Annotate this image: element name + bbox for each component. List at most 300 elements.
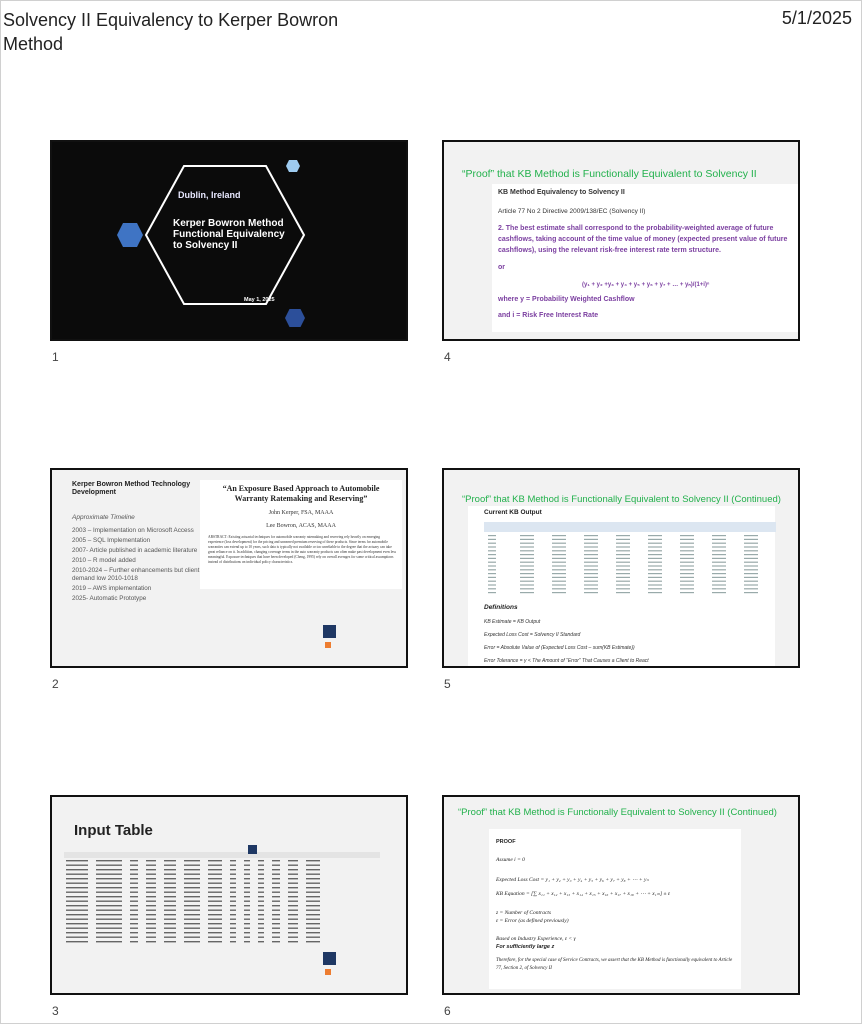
table-cell-placeholder [584,539,598,540]
table-cell-placeholder [616,573,630,574]
table-cell-placeholder [306,901,320,902]
table-cell-placeholder [488,584,496,585]
slide6-assume: Assume i = 0 [496,857,525,863]
table-cell-placeholder [306,869,320,870]
table-cell-placeholder [184,923,200,924]
slide-thumbnail-1[interactable] [50,140,408,341]
timeline-item: 2003 – Implementation on Microsoft Access [72,527,194,534]
table-cell-placeholder [552,577,566,578]
definition-item: Error Tolerance = γ < The Amount of “Error” That Causes a Client to React [484,658,649,664]
table-cell-placeholder [616,569,630,570]
table-cell-placeholder [208,874,222,875]
table-cell-placeholder [208,928,222,929]
table-cell-placeholder [130,941,138,942]
slide6-kb-equation: KB Equation = [∑ x₁₁ + x₁₂ + x₁₃ + x₁₄ + x₁₅ + x₁₆ + x₁₇ + x₁₈ + ⋯ + x₁ₘ] ± ε [496,891,671,897]
table-cell-placeholder [712,539,726,540]
table-cell-placeholder [552,569,566,570]
table-cell-placeholder [272,914,280,915]
table-cell-placeholder [584,562,598,563]
table-cell-placeholder [130,892,138,893]
table-cell-placeholder [272,892,280,893]
paper-excerpt [200,480,402,589]
table-cell-placeholder [272,932,280,933]
slide2-timeline-label: Approximate Timeline [72,514,135,521]
light-blue-hexagon-icon [285,159,301,173]
table-cell-placeholder [164,878,176,879]
table-cell-placeholder [184,865,200,866]
table-cell-placeholder [96,874,122,875]
table-cell-placeholder [680,581,694,582]
table-cell-placeholder [66,869,88,870]
table-cell-placeholder [258,937,264,938]
navy-hexagon-icon [284,308,306,328]
table-cell-placeholder [184,941,200,942]
table-cell-placeholder [520,584,534,585]
table-cell-placeholder [230,892,236,893]
table-cell-placeholder [230,883,236,884]
slide4-title: “Proof” that KB Method is Functionally Equivalent to Solvency II [462,168,757,180]
table-cell-placeholder [616,581,630,582]
table-cell-placeholder [244,919,250,920]
slide1-date: May 1, 2025 [244,297,275,303]
slide-thumbnail-2[interactable] [50,468,408,668]
table-cell-placeholder [96,892,122,893]
table-cell-placeholder [96,928,122,929]
table-cell-placeholder [744,539,758,540]
table-cell-placeholder [272,910,280,911]
table-cell-placeholder [164,928,176,929]
slide4-heading: KB Method Equivalency to Solvency II [498,189,625,196]
table-cell-placeholder [584,569,598,570]
table-cell-placeholder [488,535,496,536]
table-cell-placeholder [584,550,598,551]
table-cell-placeholder [306,923,320,924]
table-cell-placeholder [130,883,138,884]
table-cell-placeholder [520,588,534,589]
table-cell-placeholder [146,878,156,879]
table-cell-placeholder [520,562,534,563]
slide2-heading: Kerper Bowron Method Technology Development [72,481,191,496]
table-cell-placeholder [146,919,156,920]
table-cell-placeholder [648,569,662,570]
table-cell-placeholder [744,573,758,574]
table-cell-placeholder [244,914,250,915]
table-cell-placeholder [272,865,280,866]
table-cell-placeholder [648,592,662,593]
table-cell-placeholder [648,577,662,578]
table-cell-placeholder [230,887,236,888]
table-cell-placeholder [230,919,236,920]
table-cell-placeholder [712,546,726,547]
table-cell-placeholder [230,878,236,879]
slide1-title: Kerper Bowron Method Functional Equivalency to Solvency II [173,218,285,251]
table-cell-placeholder [230,896,236,897]
table-cell-placeholder [208,905,222,906]
table-cell-placeholder [184,860,200,861]
table-cell-placeholder [184,892,200,893]
table-cell-placeholder [66,878,88,879]
table-cell-placeholder [66,914,88,915]
table-cell-placeholder [552,573,566,574]
table-cell-placeholder [258,910,264,911]
table-cell-placeholder [258,905,264,906]
table-cell-placeholder [272,883,280,884]
input-table [64,852,380,947]
table-cell-placeholder [680,588,694,589]
slide-thumbnail-5[interactable] [442,468,800,668]
table-cell-placeholder [552,584,566,585]
table-cell-placeholder [712,535,726,536]
table-cell-placeholder [244,910,250,911]
table-cell-placeholder [184,874,200,875]
table-cell-placeholder [712,588,726,589]
table-cell-placeholder [488,543,496,544]
table-cell-placeholder [184,910,200,911]
table-cell-placeholder [648,543,662,544]
table-cell-placeholder [272,869,280,870]
table-cell-placeholder [306,910,320,911]
table-cell-placeholder [146,923,156,924]
table-cell-placeholder [488,592,496,593]
definition-item: KB Estimate = KB Output [484,619,541,625]
table-cell-placeholder [146,865,156,866]
table-cell-placeholder [130,887,138,888]
table-cell-placeholder [244,865,250,866]
table-cell-placeholder [648,554,662,555]
table-cell-placeholder [744,565,758,566]
table-cell-placeholder [712,584,726,585]
table-cell-placeholder [616,565,630,566]
table-cell-placeholder [146,896,156,897]
table-cell-placeholder [712,569,726,570]
table-cell-placeholder [288,865,298,866]
table-cell-placeholder [130,860,138,861]
table-cell-placeholder [164,892,176,893]
table-cell-placeholder [744,554,758,555]
table-cell-placeholder [584,588,598,589]
table-cell-placeholder [208,878,222,879]
table-cell-placeholder [488,569,496,570]
table-cell-placeholder [146,860,156,861]
table-cell-placeholder [744,543,758,544]
table-cell-placeholder [288,896,298,897]
table-cell-placeholder [744,588,758,589]
slide4-formula: (y₁ + y₂ +y₃ + y₄ + y₅ + y₆ + y₇ + … + yₙ)/(1+i)ⁿ [582,282,710,288]
table-cell-placeholder [208,937,222,938]
slide3-title: Input Table [74,822,153,839]
table-cell-placeholder [130,928,138,929]
table-cell-placeholder [130,923,138,924]
table-cell-placeholder [272,887,280,888]
table-cell-placeholder [712,550,726,551]
table-cell-placeholder [184,869,200,870]
table-cell-placeholder [130,932,138,933]
table-cell-placeholder [230,932,236,933]
table-cell-placeholder [744,558,758,559]
table-cell-placeholder [306,937,320,938]
slide6-industry-experience: Based on Industry Experience, ε < γ [496,936,576,942]
slide-thumbnail-6[interactable] [442,795,800,995]
timeline-item: 2010 – R model added [72,557,136,564]
table-cell-placeholder [66,941,88,942]
table-cell-placeholder [584,573,598,574]
table-cell-placeholder [520,535,534,536]
table-cell-placeholder [258,878,264,879]
table-cell-placeholder [66,937,88,938]
table-cell-placeholder [552,562,566,563]
table-cell-placeholder [272,941,280,942]
table-cell-placeholder [208,865,222,866]
table-cell-placeholder [744,550,758,551]
table-cell-placeholder [616,577,630,578]
table-cell-placeholder [130,896,138,897]
table-cell-placeholder [712,562,726,563]
table-cell-placeholder [66,865,88,866]
table-cell-placeholder [616,562,630,563]
table-cell-placeholder [146,883,156,884]
table-cell-placeholder [712,581,726,582]
table-cell-placeholder [288,932,298,933]
table-cell-placeholder [744,577,758,578]
table-cell-placeholder [712,554,726,555]
table-cell-placeholder [272,928,280,929]
table-cell-placeholder [244,878,250,879]
table-cell-placeholder [164,869,176,870]
table-cell-placeholder [130,910,138,911]
table-cell-placeholder [272,901,280,902]
table-cell-placeholder [272,860,280,861]
table-cell-placeholder [616,584,630,585]
table-cell-placeholder [584,543,598,544]
table-cell-placeholder [288,923,298,924]
table-cell-placeholder [164,883,176,884]
table-cell-placeholder [244,896,250,897]
table-cell-placeholder [288,937,298,938]
orange-square-icon [325,969,331,975]
table-cell-placeholder [744,562,758,563]
slide-thumbnail-3[interactable] [50,795,408,995]
table-cell-placeholder [164,860,176,861]
table-cell-placeholder [584,535,598,536]
slide-number-4: 4 [444,350,451,364]
table-cell-placeholder [616,592,630,593]
table-cell-placeholder [520,569,534,570]
table-cell-placeholder [66,901,88,902]
table-cell-placeholder [208,932,222,933]
slide6-conclusion: Therefore, for the special case of Service Contracts, we assert that the KB Method is functionally equivalent to Article 77, Section 2, of Solvency II [496,958,733,971]
table-cell-placeholder [230,860,236,861]
table-cell-placeholder [306,887,320,888]
table-cell-placeholder [244,887,250,888]
table-cell-placeholder [616,543,630,544]
table-cell-placeholder [258,860,264,861]
slide1-location: Dublin, Ireland [178,190,241,200]
table-cell-placeholder [616,558,630,559]
table-cell-placeholder [680,577,694,578]
table-cell-placeholder [680,558,694,559]
table-cell-placeholder [258,941,264,942]
table-cell-placeholder [184,914,200,915]
table-cell-placeholder [306,928,320,929]
slide-number-5: 5 [444,677,451,691]
table-cell-placeholder [130,874,138,875]
table-cell-placeholder [164,914,176,915]
table-cell-placeholder [584,584,598,585]
table-cell-placeholder [648,558,662,559]
paper-abstract: ABSTRACT: Existing actuarial techniques for automobile warranty ratemaking and reserving rely heavily on emerging experience (loss development) for the pricing and unearned premium reserving of these products. Since terms for automobile warranties can extend up to 10 years, such data is typically not available or too unreliable to the degree that the actuary can take great reliance on it. In addition, changing coverage terms in the auto warranty products can often make past development even less meaningful. Exposure techniques that have been developed (Cheng, 1995) rely on overall averages for some critical assumptions instead of distributions on individual policy characteristics. [208,535,396,564]
table-cell-placeholder [288,901,298,902]
table-cell-placeholder [258,874,264,875]
slide4-reference: Article 77 No 2 Directive 2009/138/EC (Solvency II) [498,208,646,215]
table-cell-placeholder [552,592,566,593]
table-cell-placeholder [288,941,298,942]
table-cell-placeholder [648,535,662,536]
table-cell-placeholder [164,910,176,911]
table-cell-placeholder [306,941,320,942]
table-cell-placeholder [66,887,88,888]
table-cell-placeholder [164,896,176,897]
table-cell-placeholder [712,573,726,574]
table-cell-placeholder [184,919,200,920]
table-cell-placeholder [648,539,662,540]
table-cell-placeholder [208,860,222,861]
table-cell-placeholder [146,928,156,929]
table-cell-placeholder [744,569,758,570]
table-cell-placeholder [96,910,122,911]
timeline-item: 2019 – AWS implementation [72,585,152,592]
table-cell-placeholder [744,581,758,582]
table-cell-placeholder [130,905,138,906]
table-cell-placeholder [66,896,88,897]
slide6-proof-heading: PROOF [496,839,516,845]
table-cell-placeholder [164,937,176,938]
table-cell-placeholder [520,573,534,574]
table-cell-placeholder [648,588,662,589]
table-cell-placeholder [616,546,630,547]
table-cell-placeholder [258,865,264,866]
slide4-or: or [498,264,505,271]
table-cell-placeholder [66,892,88,893]
table-cell-placeholder [680,546,694,547]
table-cell-placeholder [680,562,694,563]
table-cell-placeholder [146,937,156,938]
definition-item: Error = Absolute Value of (Expected Loss Cost – sum(KB Estimate)) [484,645,635,651]
table-cell-placeholder [288,928,298,929]
table-cell-placeholder [96,869,122,870]
table-cell-placeholder [488,550,496,551]
table-cell-placeholder [230,937,236,938]
table-cell-placeholder [96,919,122,920]
table-cell-placeholder [164,932,176,933]
table-cell-placeholder [712,558,726,559]
table-cell-placeholder [616,535,630,536]
table-cell-placeholder [258,887,264,888]
table-cell-placeholder [258,896,264,897]
table-cell-placeholder [164,923,176,924]
table-cell-placeholder [244,901,250,902]
table-cell-placeholder [272,937,280,938]
table-cell-placeholder [584,546,598,547]
table-cell-placeholder [146,905,156,906]
table-cell-placeholder [584,581,598,582]
table-cell-placeholder [648,573,662,574]
table-cell-placeholder [680,535,694,536]
slide6-large-z: For sufficiently large z [496,944,555,950]
table-cell-placeholder [272,923,280,924]
table-cell-placeholder [208,892,222,893]
table-cell-placeholder [96,878,122,879]
table-cell-placeholder [184,932,200,933]
table-cell-placeholder [244,941,250,942]
table-cell-placeholder [208,883,222,884]
slide4-body: 2. The best estimate shall correspond to the probability-weighted average of future cashflows, taking account of the time value of money (expected present value of future cashflows), using the relevant risk-free interest rate term structure. [498,225,788,254]
table-cell-placeholder [258,928,264,929]
table-cell-placeholder [488,558,496,559]
table-cell-placeholder [520,546,534,547]
table-cell-placeholder [680,573,694,574]
table-cell-placeholder [230,874,236,875]
table-cell-placeholder [96,860,122,861]
table-cell-placeholder [306,905,320,906]
table-cell-placeholder [208,887,222,888]
table-cell-placeholder [244,869,250,870]
table-cell-placeholder [520,565,534,566]
table-cell-placeholder [288,914,298,915]
paper-title: “An Exposure Based Approach to Automobile Warranty Ratemaking and Reserving” [222,484,380,503]
slide-thumbnail-4[interactable] [442,140,800,341]
table-cell-placeholder [244,892,250,893]
table-cell-placeholder [744,535,758,536]
table-cell-placeholder [208,910,222,911]
table-cell-placeholder [66,910,88,911]
table-cell-placeholder [616,550,630,551]
table-cell-placeholder [146,892,156,893]
table-cell-placeholder [130,901,138,902]
slide2-timeline-list [72,527,202,605]
slide6-epsilon-definition: ε = Error (as defined previously) [496,918,569,924]
timeline-item: 2010-2024 – Further enhancements but client demand low 2010-1018 [72,567,200,582]
table-cell-placeholder [272,905,280,906]
table-cell-placeholder [616,539,630,540]
blue-hexagon-icon [116,222,144,248]
table-cell-placeholder [146,914,156,915]
table-cell-placeholder [520,539,534,540]
table-cell-placeholder [146,941,156,942]
slide-number-1: 1 [52,350,59,364]
table-cell-placeholder [306,892,320,893]
table-cell-placeholder [520,543,534,544]
table-cell-placeholder [680,565,694,566]
table-cell-placeholder [96,932,122,933]
table-cell-placeholder [488,565,496,566]
table-cell-placeholder [258,883,264,884]
table-cell-placeholder [164,905,176,906]
table-cell-placeholder [648,562,662,563]
table-cell-placeholder [552,565,566,566]
table-cell-placeholder [96,883,122,884]
table-cell-placeholder [306,932,320,933]
table-cell-placeholder [288,883,298,884]
table-cell-placeholder [244,905,250,906]
table-cell-placeholder [184,905,200,906]
table-cell-placeholder [488,546,496,547]
table-cell-placeholder [184,928,200,929]
table-cell-placeholder [208,901,222,902]
table-cell-placeholder [306,860,320,861]
table-cell-placeholder [258,923,264,924]
table-cell-placeholder [744,592,758,593]
table-cell-placeholder [184,896,200,897]
